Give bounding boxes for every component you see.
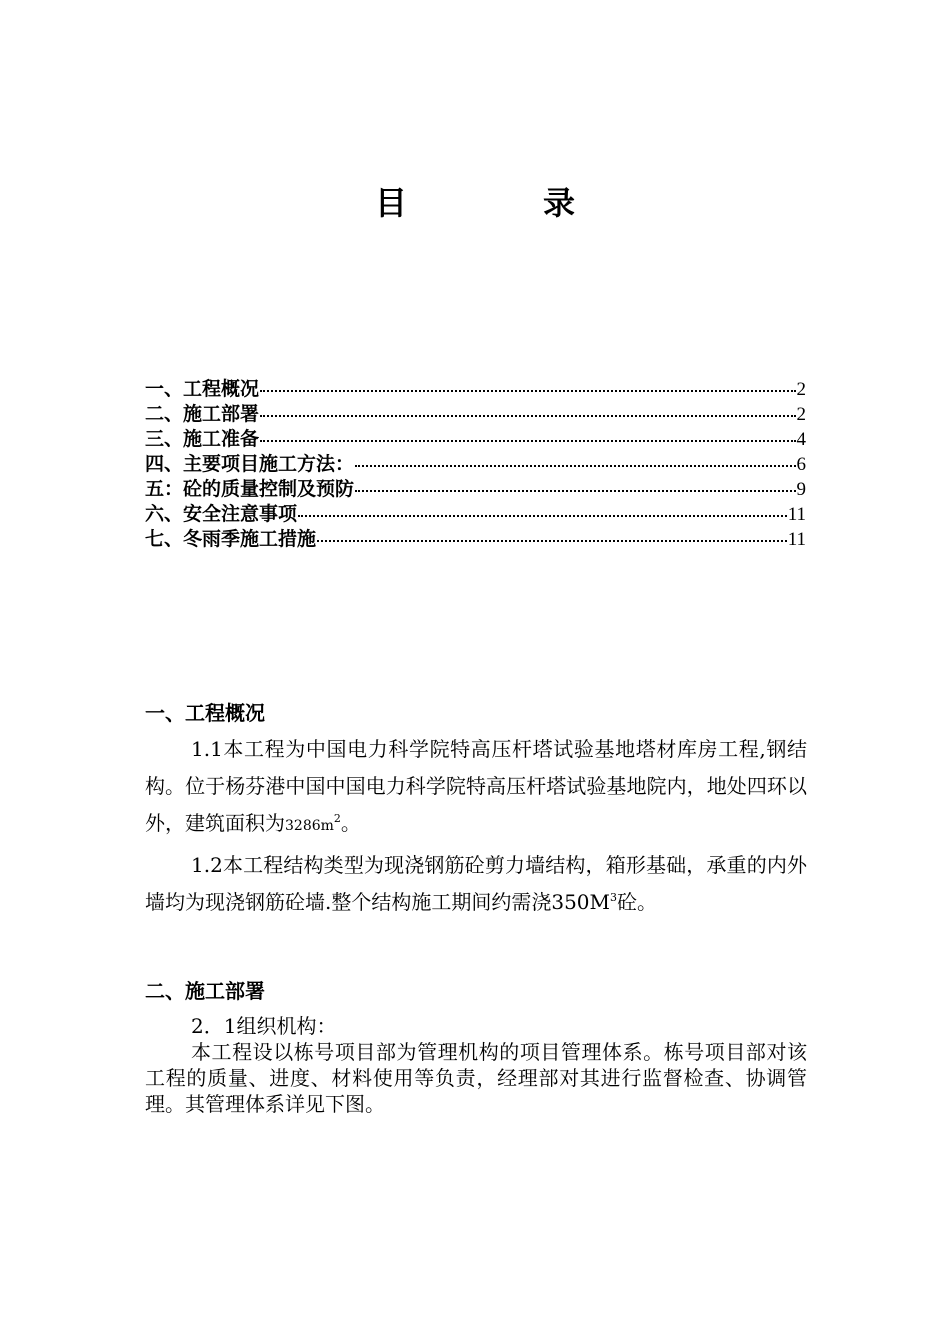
section-1-heading: 一、工程概况 [145,701,265,725]
section-1-paragraph-1 [145,731,807,845]
superscript: 2 [333,812,341,825]
toc-title [0,178,950,224]
toc-entry[interactable] [145,449,806,474]
paragraph-end: 。 [340,811,361,835]
toc-entry-page: 11 [787,529,806,550]
toc-leader-dots [298,515,787,517]
toc-entry-page: 11 [787,504,806,525]
toc-entry-page: 2 [796,379,806,400]
toc-leader-dots [260,390,795,392]
toc-leader-dots [260,415,795,417]
toc-leader-dots [355,465,795,467]
toc-entry-page: 2 [796,404,806,425]
toc-entry-label: 二、施工部署 [145,403,260,425]
paragraph-text: 1.2本工程结构类型为现浇钢筋砼剪力墙结构，箱形基础，承重的内外墙均为现浇钢筋砼墙.整个结构施工期间约需浇350M [145,853,807,914]
toc-leader-dots [317,540,787,542]
section-2-paragraph-1: 本工程设以栋号项目部为管理机构的项目管理体系。栋号项目部对该工程的质量、进度、材料使用等负责，经理部对其进行监督检查、协调管理。其管理体系详见下图。 [145,1040,807,1116]
toc-entry[interactable] [145,424,806,449]
toc-leader-dots [260,440,795,442]
toc-title-char-1: 目 [374,184,407,222]
toc-entry[interactable] [145,374,806,399]
superscript: 3 [610,891,618,904]
table-of-contents [145,374,806,549]
toc-entry-label: 六、安全注意事项 [145,503,298,525]
toc-entry-label: 三、施工准备 [145,428,260,450]
toc-entry[interactable] [145,499,806,524]
toc-entry-label: 一、工程概况 [145,378,260,400]
paragraph-end: 砼。 [617,890,658,914]
toc-entry[interactable] [145,524,806,549]
toc-entry-page: 4 [796,429,806,450]
section-1-paragraph-2 [145,847,807,921]
paragraph-text: 1.1本工程为中国电力科学院特高压杆塔试验基地塔材库房工程,钢结构。位于杨芬港中国中国电力科学院特高压杆塔试验基地院内，地处四环以外，建筑面积为 [145,737,807,835]
toc-leader-dots [355,490,795,492]
toc-title-char-2: 录 [543,184,576,222]
toc-entry-label: 五：砼的质量控制及预防 [145,478,355,500]
area-value: 3286m [285,818,334,834]
toc-entry-page: 9 [796,479,806,500]
section-2-subheading: 2．1组织机构： [191,1014,337,1038]
toc-entry[interactable] [145,474,806,499]
toc-entry-label: 七、冬雨季施工措施 [145,528,317,550]
section-2-heading: 二、施工部署 [145,979,265,1003]
toc-entry-page: 6 [796,454,806,475]
toc-entry-label: 四、主要项目施工方法： [145,453,355,475]
toc-entry[interactable] [145,399,806,424]
